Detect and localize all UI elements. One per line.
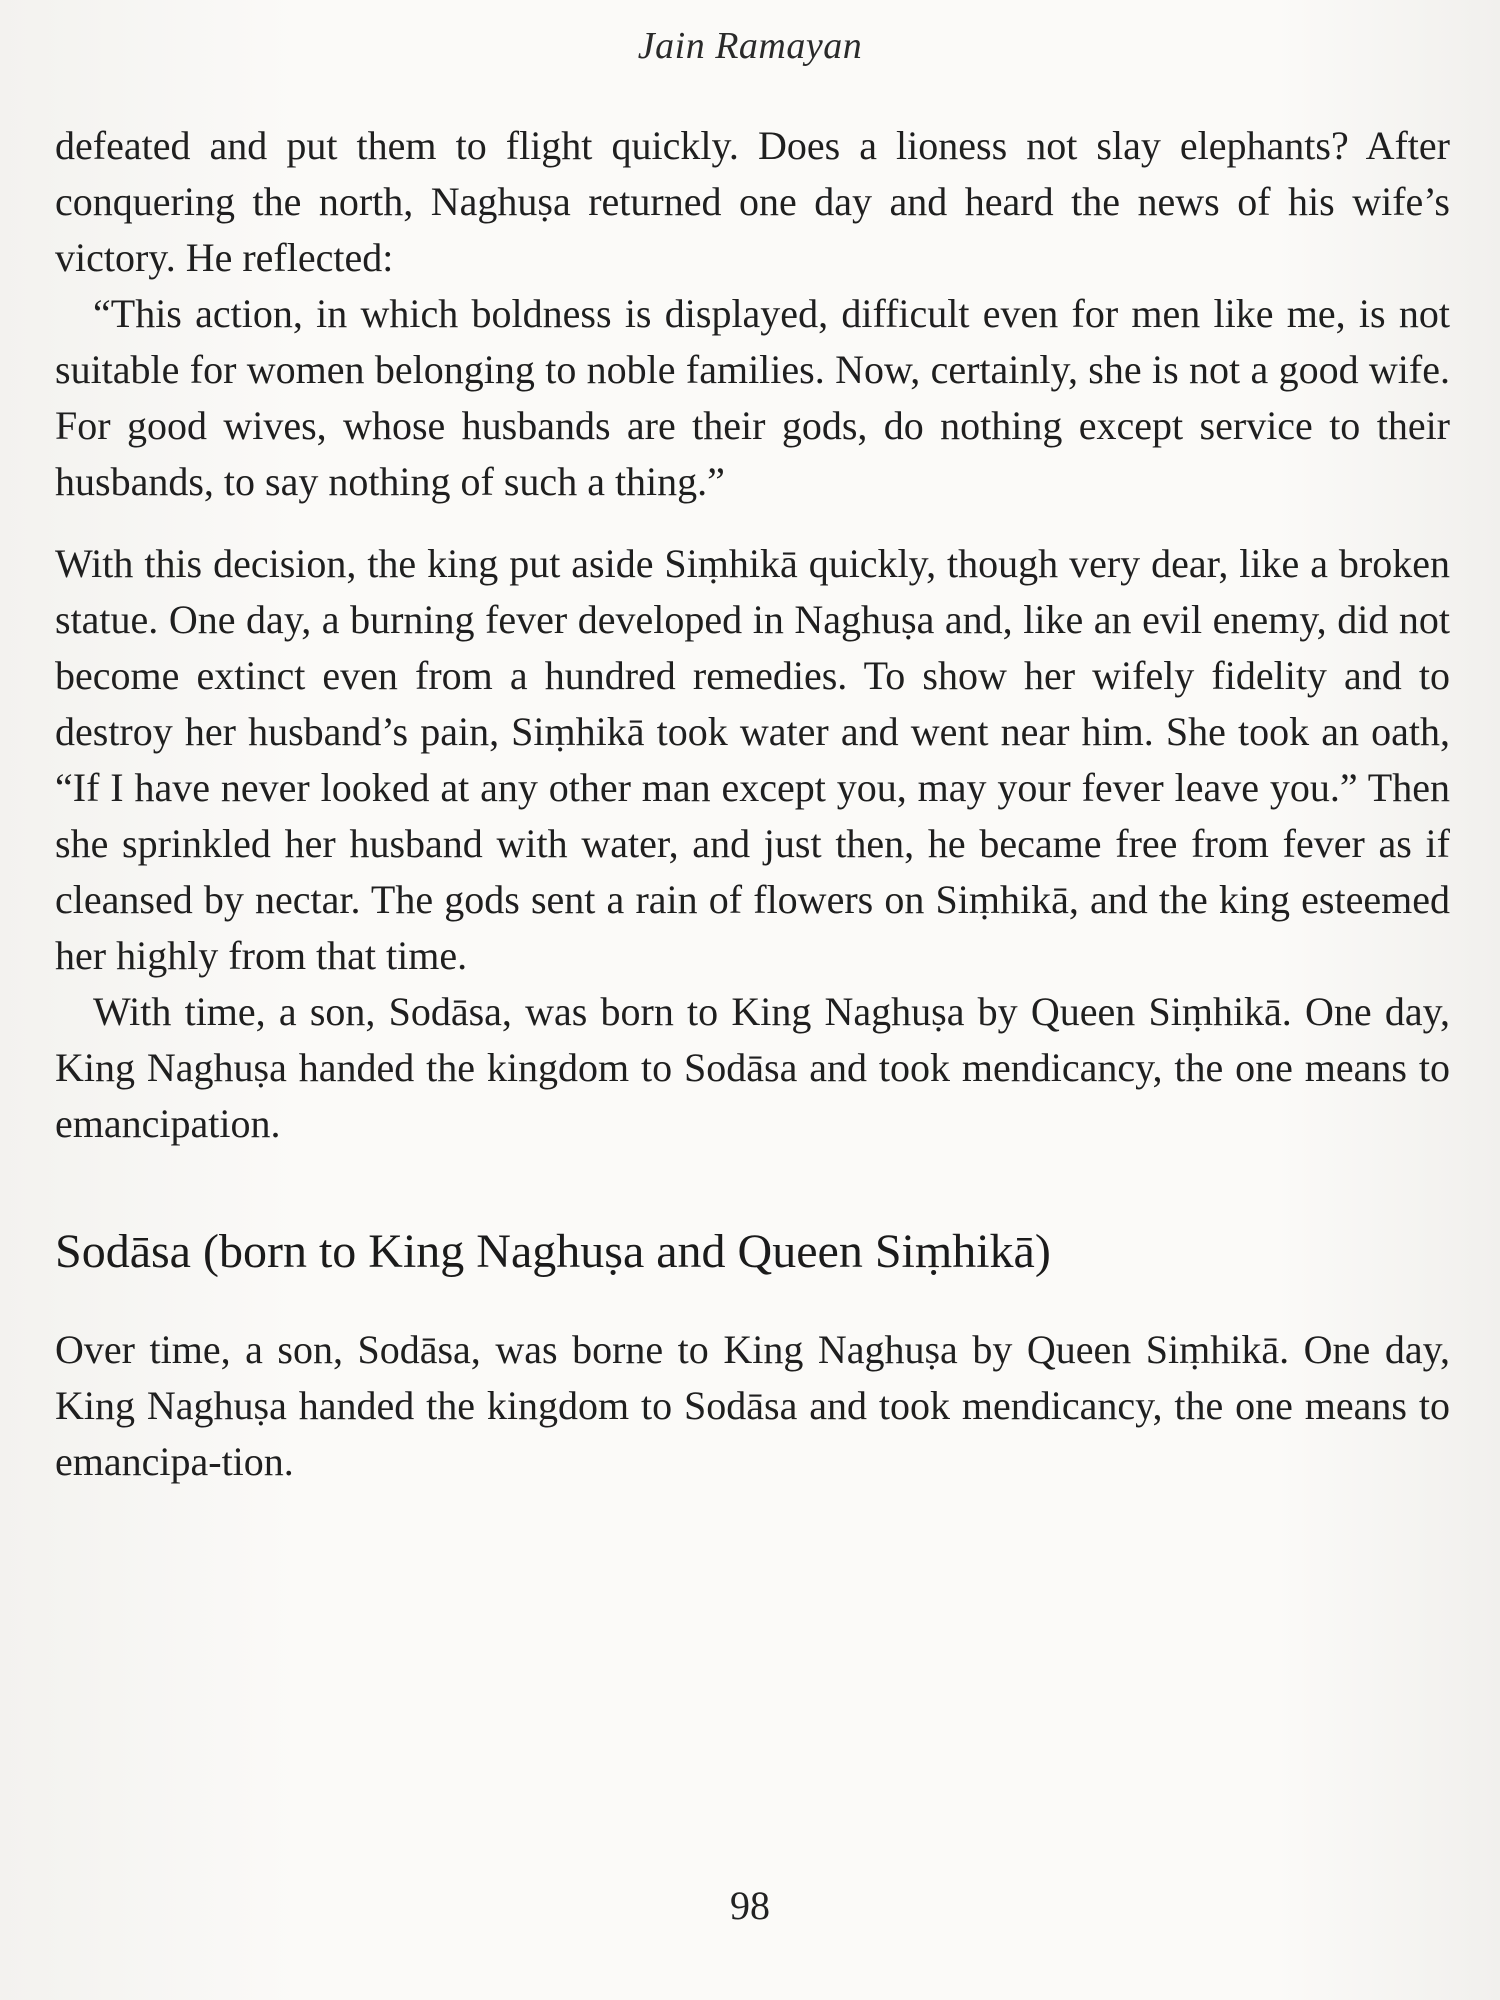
running-head-title: Jain Ramayan bbox=[637, 25, 863, 67]
paragraph-continued: defeated and put them to flight quickly. Does a lioness not slay elephants? After conquering the north, Naghuṣa returned one day and heard the news of his wife’s victory. He reflected: bbox=[55, 123, 1450, 280]
section-paragraph: Over time, a son, Sodāsa, was borne to King Naghuṣa by Queen Siṃhikā. One day, King Naghuṣa handed the kingdom to Sodāsa and took mendicancy, the one means to emancipa-tion. bbox=[55, 1327, 1450, 1484]
paragraph-reflection-quote: “This action, in which boldness is displayed, difficult even for men like me, is not suitable for women belonging to noble families. Now, certainly, she is not a good wife. For good wives, whose husbands are their gods, do nothing except service to their husbands, to say nothing of such a thing.” bbox=[55, 291, 1450, 504]
page-body bbox=[55, 118, 1450, 1490]
paragraph-fever-oath: With this decision, the king put aside Siṃhikā quickly, though very dear, like a broken statue. One day, a burning fever developed in Naghuṣa and, like an evil enemy, did not become extinct even from a hundred remedies. To show her wifely fidelity and to destroy her husband’s pain, Siṃhikā took water and went near him. She took an oath, “If I have never looked at any other man except you, may your fever leave you.” Then she sprinkled her husband with water, and just then, he became free from fever as if cleansed by nectar. The gods sent a rain of flowers on Siṃhikā, and the king esteemed her highly from that time. bbox=[55, 541, 1450, 978]
paragraph-son-born: With time, a son, Sodāsa, was born to King Naghuṣa by Queen Siṃhikā. One day, King Naghuṣa handed the kingdom to Sodāsa and took mendicancy, the one means to emancipation. bbox=[55, 989, 1450, 1146]
section-heading: Sodāsa (born to King Naghuṣa and Queen Siṃhikā) bbox=[55, 1225, 1051, 1278]
page-number: 98 bbox=[730, 1883, 770, 1928]
